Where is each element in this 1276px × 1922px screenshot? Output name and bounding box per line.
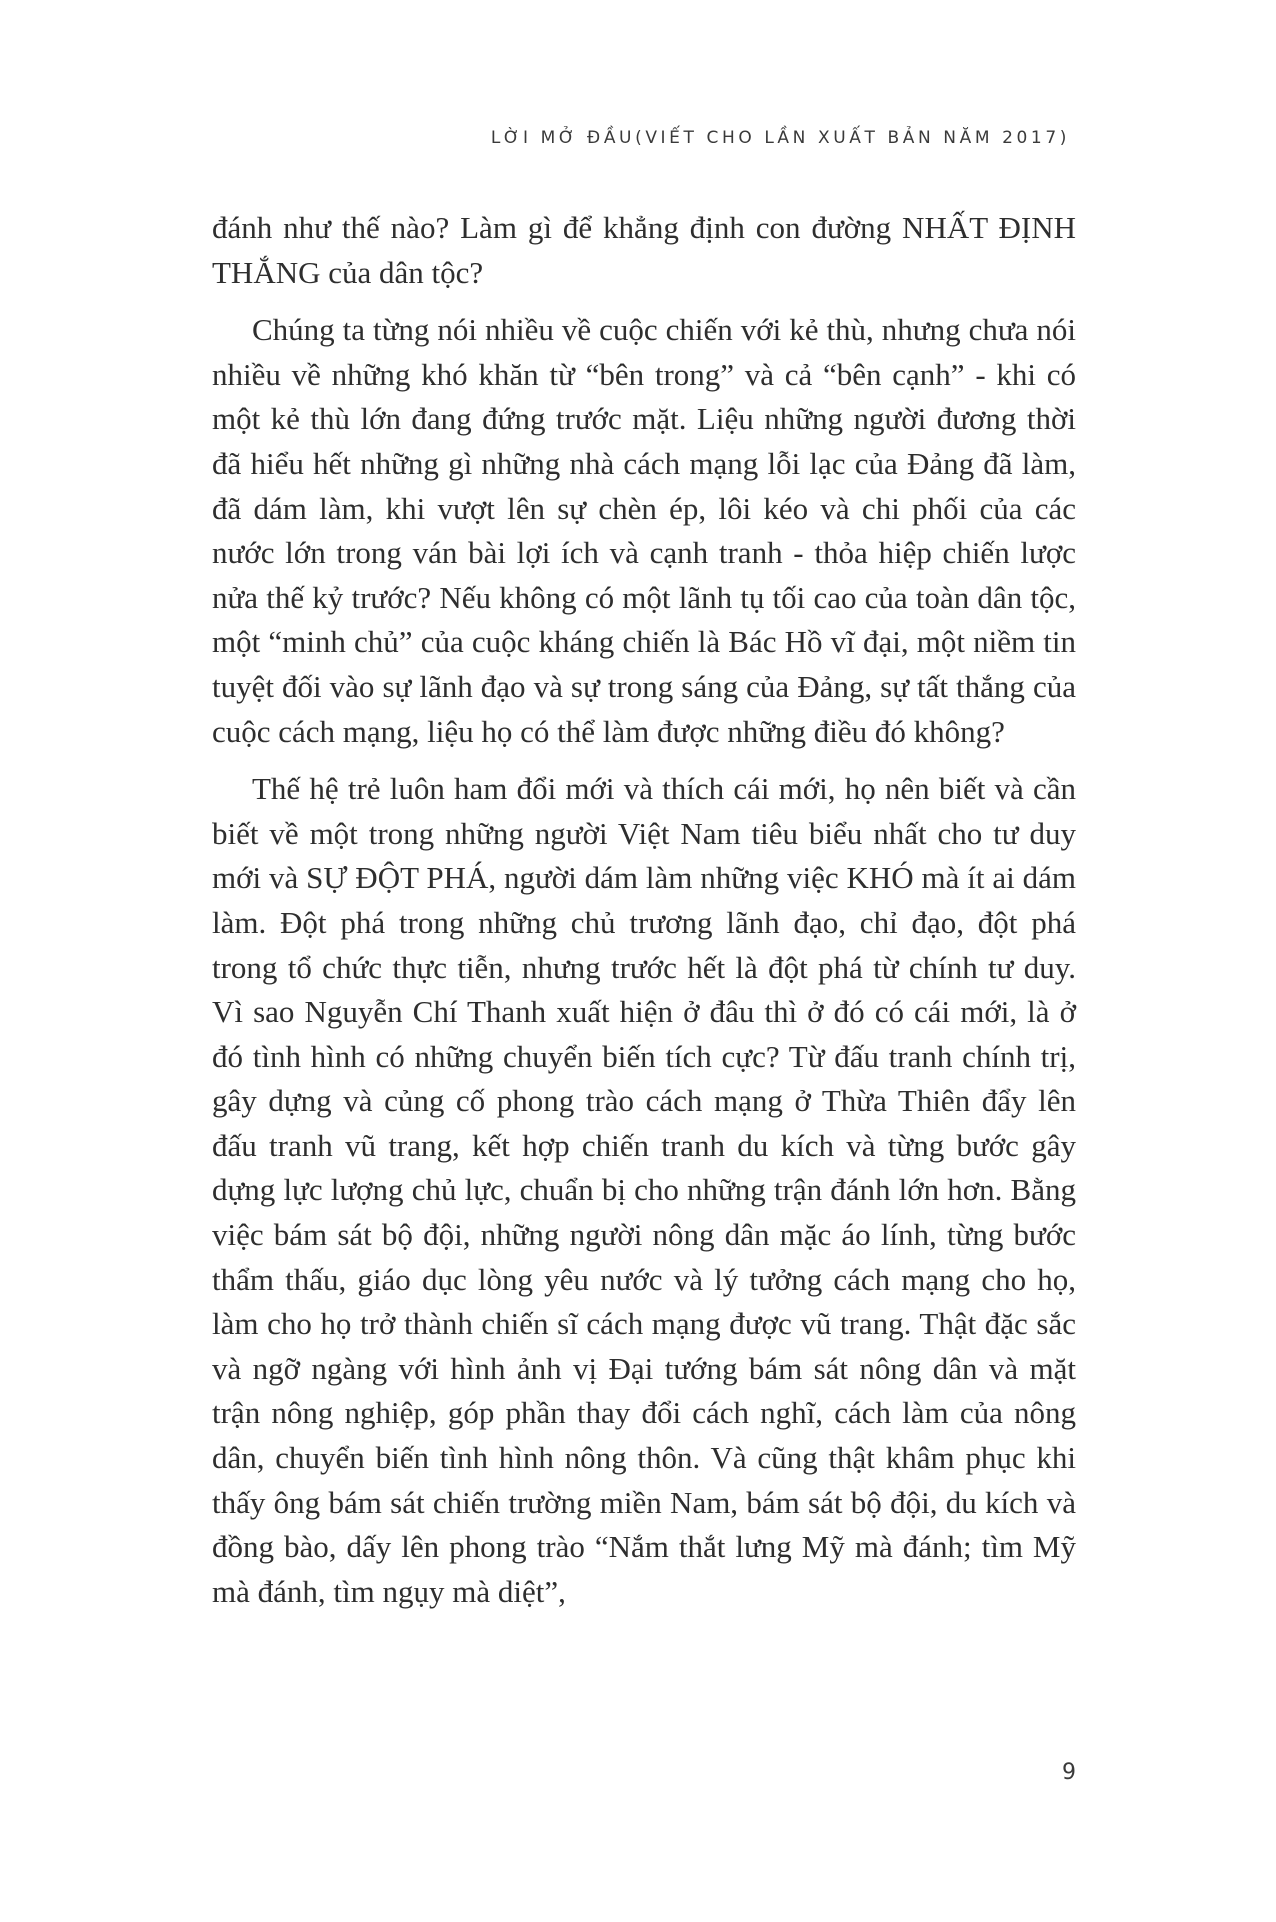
running-header: LỜI MỞ ĐẦU(VIẾT CHO LẦN XUẤT BẢN NĂM 2017) [490, 128, 1070, 148]
page-number: 9 [1062, 1760, 1076, 1785]
paragraph-continued: đánh như thế nào? Làm gì để khẳng định con đường NHẤT ĐỊNH THẮNG của dân tộc? [212, 210, 1076, 290]
paragraph: Chúng ta từng nói nhiều về cuộc chiến với kẻ thù, nhưng chưa nói nhiều về những khó khăn từ “bên trong” và cả “bên cạnh” - khi có một kẻ thù lớn đang đứng trước mặt. Liệu những người đương thời đã hiểu hết những gì những nhà cách mạng lỗi lạc của Đảng đã làm, đã dám làm, khi vượt lên sự chèn ép, lôi kéo và chi phối của các nước lớn trong ván bài lợi ích và cạnh tranh - thỏa hiệp chiến lược nửa thế kỷ trước? Nếu không có một lãnh tụ tối cao của toàn dân tộc, một “minh chủ” của cuộc kháng chiến là Bác Hồ vĩ đại, một niềm tin tuyệt đối vào sự lãnh đạo và sự trong sáng của Đảng, sự tất thắng của cuộc cách mạng, liệu họ có thể làm được những điều đó không? [212, 312, 1076, 749]
body-text [212, 206, 1076, 1627]
paragraph: Thế hệ trẻ luôn ham đổi mới và thích cái mới, họ nên biết và cần biết về một trong những người Việt Nam tiêu biểu nhất cho tư duy mới và SỰ ĐỘT PHÁ, người dám làm những việc KHÓ mà ít ai dám làm. Đột phá trong những chủ trương lãnh đạo, chỉ đạo, đột phá trong tổ chức thực tiễn, nhưng trước hết là đột phá từ chính tư duy. Vì sao Nguyễn Chí Thanh xuất hiện ở đâu thì ở đó có cái mới, là ở đó tình hình có những chuyển biến tích cực? Từ đấu tranh chính trị, gây dựng và củng cố phong trào cách mạng ở Thừa Thiên đẩy lên đấu tranh vũ trang, kết hợp chiến tranh du kích và từng bước gây dựng lực lượng chủ lực, chuẩn bị cho những trận đánh lớn hơn. Bằng việc bám sát bộ đội, những người nông dân mặc áo lính, từng bước thẩm thấu, giáo dục lòng yêu nước và lý tưởng cách mạng cho họ, làm cho họ trở thành chiến sĩ cách mạng được vũ trang. Thật đặc sắc và ngỡ ngàng với hình ảnh vị Đại tướng bám sát nông dân và mặt trận nông nghiệp, góp phần thay đổi cách nghĩ, cách làm của nông dân, chuyển biến tình hình nông thôn. Và cũng thật khâm phục khi thấy ông bám sát chiến trường miền Nam, bám sát bộ đội, du kích và đồng bào, dấy lên phong trào “Nắm thắt lưng Mỹ mà đánh; tìm Mỹ mà đánh, tìm ngụy mà diệt”, [212, 771, 1076, 1609]
